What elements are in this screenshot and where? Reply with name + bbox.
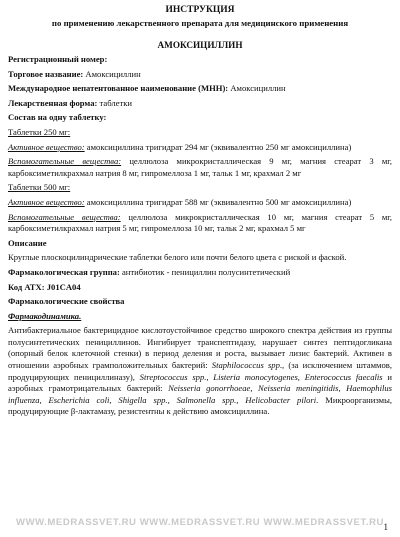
pharm-group-value: антибиотик - пенициллин полусинтетический [119,266,291,277]
pharm-group-label: Фармакологическая группа: [8,266,120,277]
tab250-heading: Таблетки 250 мг: [8,126,71,137]
site-watermark: WWW.MEDRASSVET.RU WWW.MEDRASSVET.RU WWW.MEDRASSVET.RU [16,517,384,528]
pharmacodynamics-text: Антибактериальное бактерицидное кислотоустойчивое средство широкого спектра действия из группы полусинтетических пенициллинов. Ингибирует транспептидазу, нарушает синтез пептидогликана (опорный белок клеточной стенки) в период деления и роста, вызывает лизис бактерий. Активен в отношении аэробных грамположительных бактерий: Staphilococcus spp., (за исключением штаммов, продуцирующих пенициллиназу), Streptococcus spp., Listeria monocytogenes, Enterococcus faecalis и аэробных грамотрицательных бактерий: Neisseria gonorrhoeae, Neisseria meningitidis, Haemophilus influenza, Escherichia coli, Shigella spp., Salmonella spp., Helicobacter pilori. Микроорганизмы, продуцирующие β-лактамазу, резистентны к действию амоксициллина. [8,325,393,417]
reg-number-label: Регистрационный номер: [8,54,108,64]
inn-label: Международное непатентованное наименование (МНН): [8,83,229,94]
tab500-active-row [8,197,392,209]
tab250-active-value: амоксициллина тригидрат 294 мг (эквивалентно 250 мг амоксициллина) [84,141,352,152]
dosage-form-value: таблетки [97,97,133,108]
doc-title: ИНСТРУКЦИЯ [165,5,235,15]
tab500-active-value: амоксициллина тригидрат 588 мг (эквивалентно 500 мг амоксициллина) [84,196,352,207]
trade-name-label: Торговое название: [8,68,84,79]
pharm-props-heading: Фармакологические свойства [8,296,125,307]
inn-row [8,83,392,95]
page-number: 1 [383,522,388,532]
dosage-form-row [8,98,392,110]
tab500-aux-row [8,212,392,235]
pharm-group-row [8,267,392,279]
dosage-form-label: Лекарственная форма: [8,97,98,108]
reg-number-row [8,54,392,66]
trade-name-row [8,69,392,81]
atc-code: Код АТХ: J01CA04 [8,281,81,292]
tab500-aux-value: целлюлоза микрокристаллическая 10 мг, магния стеарат 5 мг, карбоксиметилкрахмал натрия 5 мг, гипромеллоза 10 мг, тальк 2 мг, крахмал 5 мг [8,211,393,234]
tab250-active-row [8,142,392,154]
description-text: Круглые плоскоцилиндрические таблетки белого или почти белого цвета с риской и фаской. [8,252,347,263]
tab250-aux-value: целлюлоза микрокристаллическая 9 мг, магния стеарат 3 мг, карбоксиметилкрахмал натрия 8 мг, гипромеллоза 1 мг, тальк 1 мг, крахмал 2 мг [8,156,392,178]
pharmacodynamics-heading: Фармакодинамика. [8,310,82,321]
tab250-active-label: Активное вещество: [8,141,85,152]
tab250-aux-label: Вспомогательные вещества: [8,156,122,167]
composition-row [8,112,392,124]
tab250-aux-row [8,156,392,179]
tab500-heading: Таблетки 500 мг: [8,182,71,193]
tab500-aux-label: Вспомогательные вещества: [8,211,121,222]
trade-name-value: Амоксициллин [83,68,141,79]
description-label: Описание [8,237,47,248]
tab500-active-label: Активное вещество: [8,196,85,207]
drug-name: АМОКСИЦИЛЛИН [157,40,243,50]
composition-label: Состав на одну таблетку: [8,112,107,123]
doc-subtitle: по применению лекарственного препарата для медицинского применения [51,18,349,28]
inn-value: Амоксициллин [228,83,286,94]
